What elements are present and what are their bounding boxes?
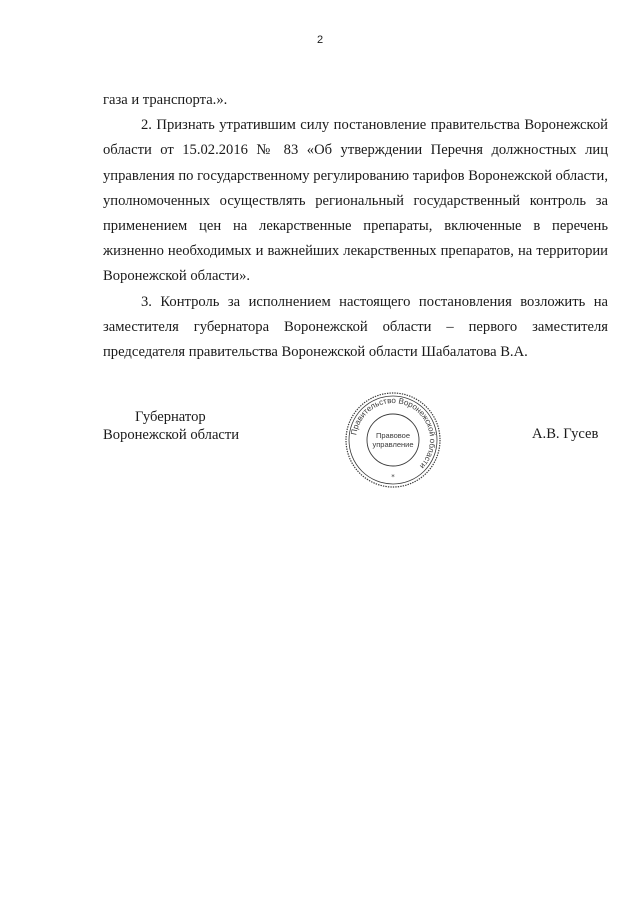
seal-center-line1: Правовое bbox=[375, 431, 411, 440]
seal-star-icon: * bbox=[391, 473, 395, 481]
paragraph-2: 2. Признать утратившим силу постановление правительства Воронежской области от 15.02.2016 № 83 «Об утверждении Перечня должностных лиц управления по государственному регулированию тарифов Воронежской области, уполномоченных осуществлять региональный государственный контроль за применением цен на лекарственные препараты, включенные в перечень жизненно необходимых и важнейших лекарственных препаратов, на территории Воронежской области». bbox=[103, 117, 608, 285]
seal-center-line2: управление bbox=[372, 440, 414, 449]
signatory-name: А.В. Гусев bbox=[532, 426, 599, 442]
document-body bbox=[103, 88, 608, 365]
paragraph-continuation: газа и транспорта.». bbox=[103, 92, 228, 108]
seal-ring-text: Правительство Воронежской области bbox=[349, 395, 438, 471]
signatory-title-line2: Воронежской области bbox=[103, 427, 240, 443]
paragraph-3: 3. Контроль за исполнением настоящего постановления возложить на заместителя губернатора Воронежской области – первого заместителя председателя правительства Воронежской области Шабалатова В.А. bbox=[103, 293, 608, 361]
signatory-title-line1: Губернатор bbox=[135, 409, 206, 425]
page-number: 2 bbox=[316, 34, 324, 46]
official-seal bbox=[343, 390, 443, 490]
signatory-title bbox=[103, 408, 239, 444]
